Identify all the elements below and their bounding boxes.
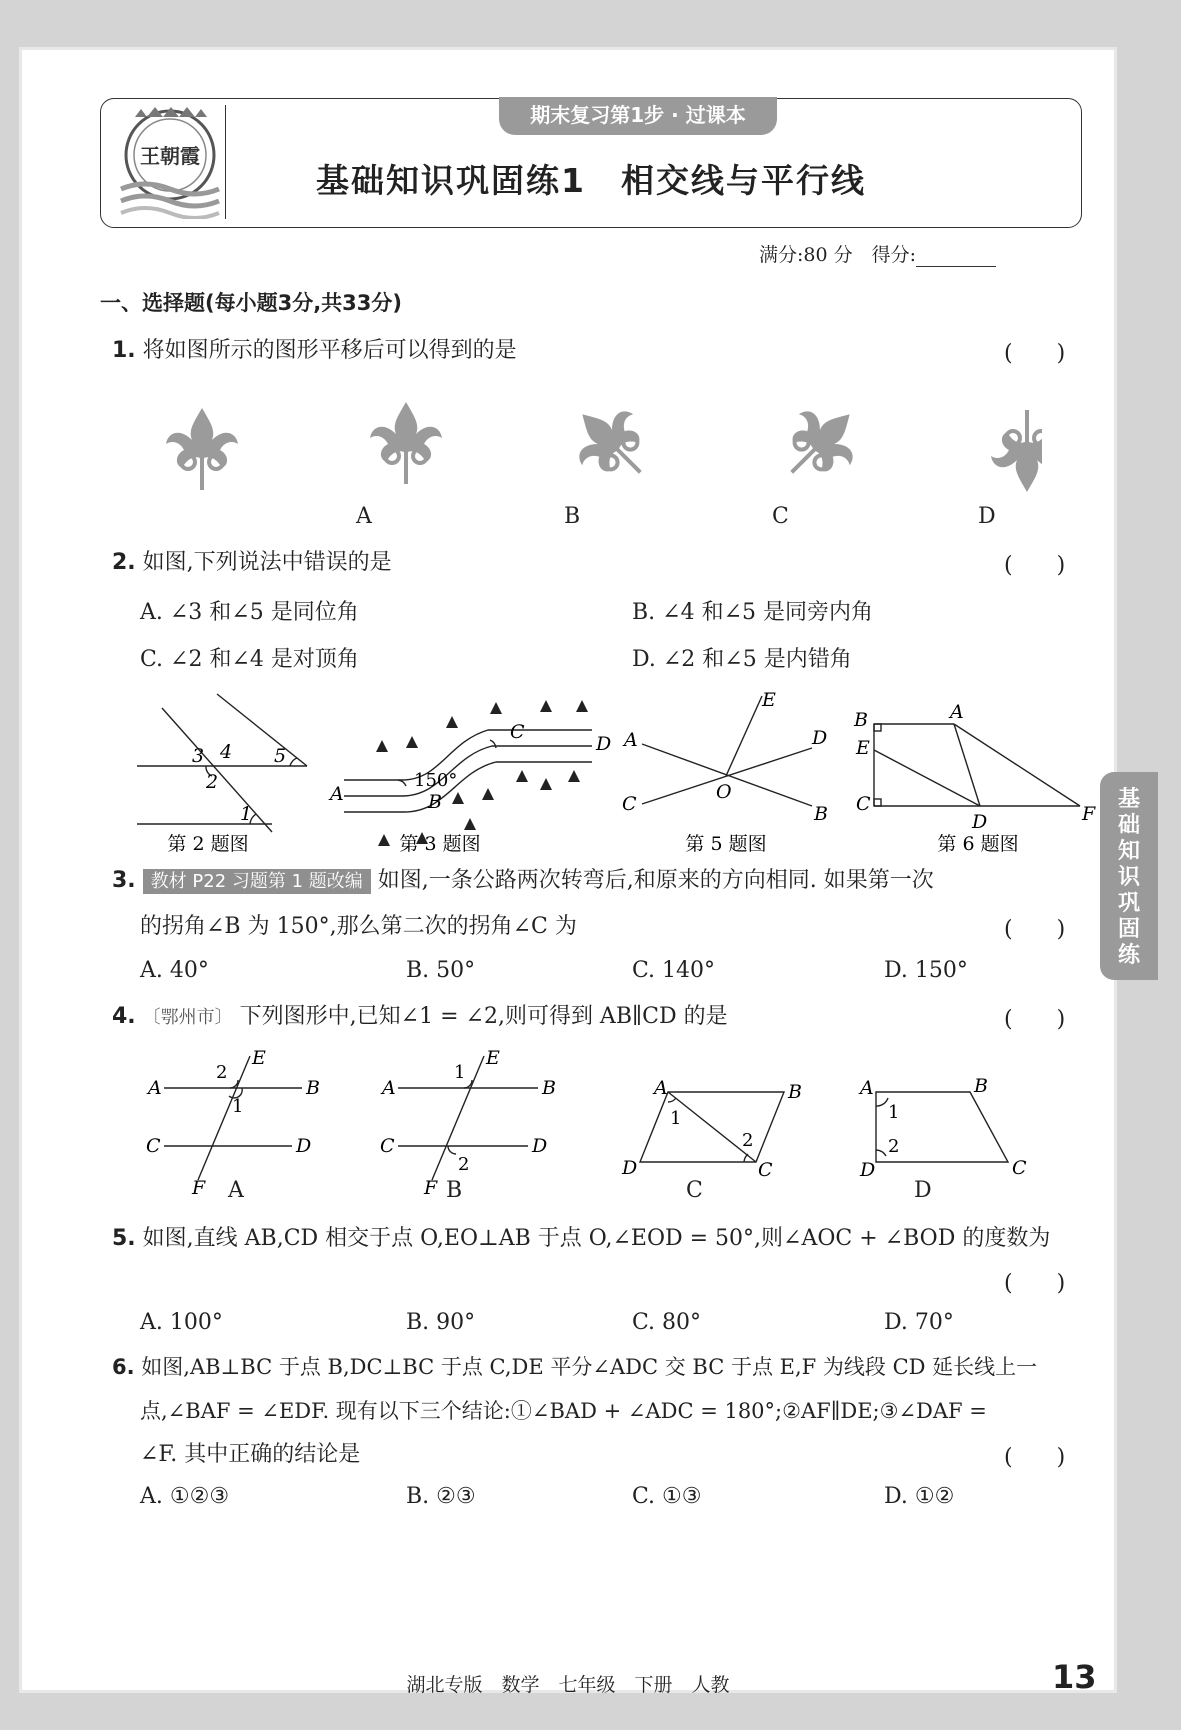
- q1-number: 1.: [112, 338, 136, 363]
- side-tab: [1100, 772, 1158, 980]
- q2-number: 2.: [112, 550, 136, 575]
- fig3-label-d: D: [596, 733, 612, 755]
- q3-stem-2: 的拐角∠B 为 150°,那么第二次的拐角∠C 为: [140, 914, 577, 939]
- q1-stem: 将如图所示的图形平移后可以得到的是: [142, 338, 517, 363]
- fig2-label-2: 2: [206, 771, 219, 793]
- q4-source-tag: 〔鄂州市〕: [142, 1007, 233, 1028]
- fig5-label-o: O: [716, 781, 732, 803]
- section-title: 一、选择题(每小题3分,共33分): [100, 291, 403, 315]
- fig5-label-c: C: [622, 793, 637, 815]
- fig6-label-f: F: [1082, 803, 1096, 825]
- q4-figure-c: [640, 1092, 784, 1162]
- q4d-label-d: D: [860, 1159, 876, 1181]
- q3-source-tag: 教材 P22 习题第 1 题改编: [143, 869, 371, 894]
- q1-option-b-shape: [557, 389, 666, 498]
- fig5-label-d: D: [812, 727, 828, 749]
- fig2-label-3: 3: [192, 745, 205, 767]
- q5-number: 5.: [112, 1226, 136, 1251]
- q2-stem: 如图,下列说法中错误的是: [142, 550, 392, 575]
- q4b-label-f: F: [424, 1177, 438, 1199]
- q1-text: [112, 336, 517, 366]
- q4a-label-2: 2: [216, 1062, 228, 1083]
- q4a-label-e: E: [252, 1050, 266, 1069]
- side-tab-char: 固: [1117, 916, 1140, 942]
- page-number: 13: [1052, 1658, 1097, 1696]
- q4a-label-f: F: [192, 1177, 206, 1199]
- fig6-caption: 第 6 题图: [937, 833, 1019, 855]
- q2-answer-paren[interactable]: ( ): [1004, 553, 1066, 578]
- fig3-label-a: A: [330, 783, 344, 805]
- q4c-label-a: A: [654, 1077, 668, 1099]
- q5-option-b[interactable]: B. 90°: [406, 1310, 476, 1335]
- q5-option-c[interactable]: C. 80°: [632, 1310, 702, 1335]
- q4-label-a[interactable]: A: [228, 1178, 244, 1203]
- footer: 湖北专版 数学 七年级 下册 人教: [406, 1674, 730, 1696]
- q4c-label-c: C: [758, 1159, 773, 1181]
- q1-label-d[interactable]: D: [978, 504, 996, 529]
- q6-stem-1: 如图,AB⊥BC 于点 B,DC⊥BC 于点 C,DE 平分∠ADC 交 BC 于点 E,F 为线段 CD 延长线上一: [141, 1355, 1038, 1379]
- q4-text: [112, 1002, 728, 1033]
- fig5-label-e: E: [762, 689, 776, 711]
- q5-option-d[interactable]: D. 70°: [884, 1310, 954, 1335]
- q6-answer-paren[interactable]: ( ): [1004, 1445, 1066, 1470]
- q4a-label-d: D: [296, 1135, 312, 1157]
- q5-stem: 如图,直线 AB,CD 相交于点 O,EO⊥AB 于点 O,∠EOD = 50°,则∠AOC + ∠BOD 的度数为: [142, 1226, 1051, 1251]
- q4c-label-d: D: [622, 1157, 638, 1179]
- q2-option-c[interactable]: C. ∠2 和∠4 是对顶角: [140, 647, 359, 672]
- q4a-label-1: 1: [232, 1096, 244, 1117]
- fig6-label-c: C: [856, 793, 871, 815]
- fig3-label-b: B: [428, 791, 442, 813]
- q4c-label-1: 1: [670, 1108, 682, 1129]
- q1-label-a[interactable]: A: [356, 504, 372, 529]
- q4-number: 4.: [112, 1004, 136, 1029]
- q2-text: [112, 548, 392, 578]
- q4b-label-b: B: [542, 1077, 556, 1099]
- q4b-label-1: 1: [454, 1062, 466, 1083]
- q2-option-d[interactable]: D. ∠2 和∠5 是内错角: [632, 647, 852, 672]
- q4b-label-d: D: [532, 1135, 548, 1157]
- side-tab-char: 练: [1117, 942, 1140, 968]
- q3-answer-paren[interactable]: ( ): [1004, 917, 1066, 942]
- q4d-label-c: C: [1012, 1157, 1027, 1179]
- fig3-caption: 第 3 题图: [399, 833, 481, 855]
- q4-label-c[interactable]: C: [686, 1178, 703, 1203]
- q4d-label-2: 2: [888, 1136, 900, 1157]
- q4-figure-a: [164, 1056, 302, 1180]
- q4d-label-a: A: [860, 1077, 874, 1099]
- fig2-label-4: 4: [220, 741, 233, 763]
- q2-option-b[interactable]: B. ∠4 和∠5 是同旁内角: [632, 600, 874, 625]
- q4-answer-paren[interactable]: ( ): [1004, 1007, 1066, 1032]
- fig3-label-150: 150°: [414, 770, 458, 791]
- score-label: 满分:80 分 得分:: [758, 244, 916, 266]
- q4a-label-c: C: [146, 1135, 161, 1157]
- fig5-label-b: B: [814, 803, 828, 825]
- review-step-tab: 期末复习第1步 · 过课本: [499, 97, 777, 135]
- q5-text: [112, 1224, 1050, 1254]
- q3-stem-1: 如图,一条公路两次转弯后,和原来的方向相同. 如果第一次: [377, 868, 934, 893]
- side-tab-char: 基: [1117, 786, 1140, 812]
- q6-line1: [112, 1352, 1037, 1382]
- fig6-label-b: B: [854, 709, 868, 731]
- score-line: [759, 240, 996, 267]
- fig5-caption: 第 5 题图: [685, 833, 767, 855]
- q3-number: 3.: [112, 868, 136, 893]
- q4-label-d[interactable]: D: [914, 1178, 932, 1203]
- q3-line1: [112, 866, 934, 897]
- q1-label-c[interactable]: C: [772, 504, 789, 529]
- q4b-label-2: 2: [458, 1154, 470, 1175]
- fig3-label-c: C: [510, 721, 525, 743]
- q6-option-c[interactable]: C. ①③: [632, 1484, 702, 1509]
- q4-label-b[interactable]: B: [446, 1178, 463, 1203]
- q3-option-d[interactable]: D. 150°: [884, 958, 968, 983]
- figure-6: [874, 724, 1080, 806]
- q4c-label-b: B: [788, 1081, 802, 1103]
- q4-stem: 下列图形中,已知∠1 = ∠2,则可得到 AB∥CD 的是: [239, 1004, 728, 1029]
- side-tab-char: 巩: [1117, 890, 1140, 916]
- q2-option-a[interactable]: A. ∠3 和∠5 是同位角: [140, 600, 359, 625]
- fig6-label-d: D: [972, 811, 988, 833]
- fig2-label-5: 5: [274, 745, 287, 767]
- fig2-caption: 第 2 题图: [167, 833, 249, 855]
- fig6-label-e: E: [856, 737, 870, 759]
- fig6-label-a: A: [950, 701, 964, 723]
- q1-answer-paren[interactable]: ( ): [1004, 341, 1066, 366]
- q4a-label-b: B: [306, 1077, 320, 1099]
- score-blank[interactable]: [916, 248, 996, 267]
- page: [22, 50, 1114, 1696]
- fig2-label-1: 1: [240, 803, 253, 825]
- q6-option-d[interactable]: D. ①②: [884, 1484, 955, 1509]
- q4b-label-e: E: [486, 1050, 500, 1069]
- q4b-label-c: C: [380, 1135, 395, 1157]
- q4-figures: [122, 1050, 1042, 1210]
- q4a-label-a: A: [148, 1077, 162, 1099]
- q4d-label-1: 1: [888, 1102, 900, 1123]
- q3-option-c[interactable]: C. 140°: [632, 958, 716, 983]
- q4b-label-a: A: [382, 1077, 396, 1099]
- q1-option-d-shape: [991, 410, 1042, 492]
- q3-option-b[interactable]: B. 50°: [406, 958, 476, 983]
- fig3-trees: [376, 700, 588, 846]
- q6-stem-2: 点,∠BAF = ∠EDF. 现有以下三个结论:①∠BAD + ∠ADC = 180°;②AF∥DE;③∠DAF =: [140, 1399, 987, 1423]
- q1-label-b[interactable]: B: [564, 504, 581, 529]
- q4d-label-b: B: [974, 1075, 988, 1097]
- q1-option-a-shape: [370, 402, 442, 484]
- q6-number: 6.: [112, 1355, 135, 1379]
- side-tab-char: 识: [1117, 864, 1140, 890]
- q1-original-shape: [166, 408, 238, 490]
- logo-text: 王朝霞: [140, 144, 200, 168]
- q1-figures: [122, 380, 1042, 520]
- q6-option-b[interactable]: B. ②③: [406, 1484, 476, 1509]
- page-title: 基础知识巩固练1 相交线与平行线: [316, 161, 866, 200]
- fig5-label-a: A: [624, 729, 638, 751]
- q3-option-a[interactable]: A. 40°: [140, 958, 209, 983]
- q6-option-a[interactable]: A. ①②③: [140, 1484, 230, 1509]
- q2-q6-figures: [122, 686, 1102, 856]
- q6-stem-3: ∠F. 其中正确的结论是: [140, 1442, 361, 1467]
- q5-option-a[interactable]: A. 100°: [140, 1310, 223, 1335]
- q5-answer-paren[interactable]: ( ): [1004, 1271, 1066, 1296]
- side-tab-char: 知: [1117, 838, 1140, 864]
- side-tab-char: 础: [1117, 812, 1140, 838]
- q1-option-c-shape: [766, 389, 875, 498]
- q4c-label-2: 2: [742, 1130, 754, 1151]
- header-box: [100, 98, 1082, 228]
